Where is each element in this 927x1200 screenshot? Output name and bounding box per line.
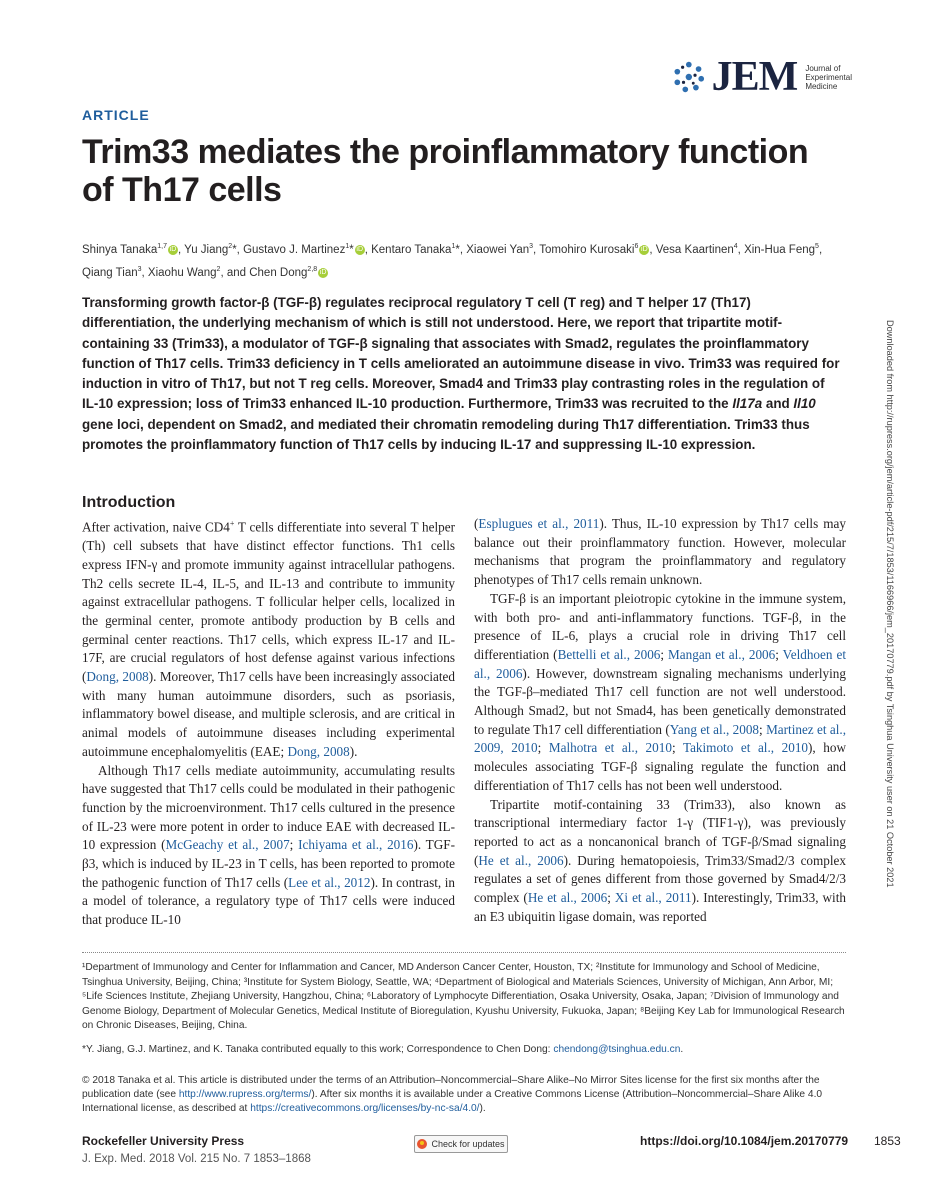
paragraph-text: ). However, downstream signaling mechanisms underlying the TGF-β–mediated Th17 cell function are not well understood. Although Smad2, but not Smad4, has been genetically demonstrated to regulate Th17 cell differentiation ( [474, 665, 846, 737]
author-separator: , [141, 266, 148, 279]
author-affiliation-marker: 3 [137, 265, 142, 273]
author-name: Xin-Hua Feng [744, 243, 816, 256]
author-list [82, 237, 842, 283]
publisher-name: Rockefeller University Press [82, 1134, 245, 1148]
paragraph [474, 796, 846, 927]
check-for-updates-label: Check for updates [431, 1139, 505, 1149]
logo-subtitle-line: Medicine [805, 81, 838, 91]
equal-contribution-mark: * [232, 243, 237, 256]
citation-link[interactable]: Dong, 2008 [287, 743, 350, 759]
paragraph-text: ). During hematopoiesis, Trim33/Smad2/3 complex regulates a set of genes different from those governed by Smad4/2/3 complex ( [474, 852, 846, 906]
equal-contribution-mark: * [455, 243, 460, 256]
section-heading-introduction: Introduction [82, 494, 176, 511]
paragraph [82, 515, 455, 762]
body-column-left [82, 515, 455, 930]
orcid-icon[interactable]: iD [356, 245, 364, 253]
author-name: Xiaohu Wang [147, 266, 217, 279]
author-affiliation-marker: 1 [345, 243, 350, 250]
paragraph-text: ( [474, 516, 479, 531]
author-name: Shinya Tanaka [82, 243, 158, 256]
crossmark-icon [417, 1139, 427, 1149]
separator: ; [289, 837, 299, 853]
author-separator: , [649, 243, 656, 256]
author-affiliation-marker: 4 [733, 243, 738, 250]
journal-logo [672, 54, 852, 100]
paragraph-text: Tripartite motif-containing 33 (Trim33), also known as transcriptional intermediary factor 1-γ (TIF1-γ), was previously reported to act as a noncanonical branch of TGF-β/Smad signaling ( [474, 796, 846, 868]
author-affiliation-marker: 2 [228, 243, 233, 250]
orcid-icon[interactable]: iD [169, 245, 177, 253]
separator: ; [671, 740, 683, 756]
terms-link[interactable]: http://www.rupress.org/terms/ [178, 1089, 312, 1100]
citation-link[interactable]: Esplugues et al., 2011 [478, 516, 600, 531]
affiliations: ¹Department of Immunology and Center for Inflammation and Cancer, MD Anderson Cancer Center, Houston, TX; ²Institute for Immunology and School of Medicine, Tsinghua University, Beijing, China; ³Institute for System Biology, Seattle, WA; ⁴Department of Biological and Materials Sciences, University of Michigan, Ann Arbor, MI; ⁵Life Sciences Institute, Zhejiang University, Hangzhou, China; ⁶Laboratory of Lymphocyte Differentiation, Osaka University, Osaka, Japan; ⁷Division of Immunology and Genome Biology, Department of Molecular Genetics, Medical Institute of Bioregulation, Kyushu University, Fukuoka, Japan; ⁸Beijing Key Lab for Immunological Research on Chronic Diseases, Beijing, China. [82, 962, 845, 1032]
page-number: 1853 [874, 1134, 901, 1148]
citation-link[interactable]: Takimoto et al., 2010 [682, 740, 809, 756]
download-watermark-text: Downloaded from http://rupress.org/jem/article-pdf/215/7/1853/1166966/jem_20170779.pdf by Tsinghua University user on 21 October 2021 [885, 320, 895, 888]
author-separator: , [459, 243, 467, 256]
paragraph-text: ). Interestingly, Trim33, with an E3 ubiquitin ligase domain, was reported [474, 890, 846, 924]
paragraph-text: ). Moreover, Th17 cells have been increasingly associated with many human autoimmune disorders, such as psoriasis, inflammatory bowel disease, and multiple sclerosis, and are critical in animal models of autoimmune diseases including experimental autoimmune encephalomyelitis (EAE; [82, 669, 455, 759]
citation-link[interactable]: Veldhoen et al., 2006 [474, 646, 846, 681]
paragraph-text: TGF-β is an important pleiotropic cytokine in the immune system, with both pro- and anti-inflammatory functions. TGF-β, in the presence of IL-6, plays a crucial role in driving Th17 cell differentiation ( [474, 590, 846, 662]
author-separator: , [818, 243, 823, 256]
paragraph-text: Although Th17 cells mediate autoimmunity, accumulating results have suggested that Th17 cells could be modulated in their pathogenic function by the microenvironment. Th17 cells cultured in the presence of IL-23 were more potent in order to induce EAE with decreased IL-10 expression ( [82, 762, 455, 853]
license-text: © 2018 Tanaka et al. This article is distributed under the terms of an Attribution–Noncommercial–Share Alike–No Mirror Sites license for the first six months after the publication date (see [82, 1075, 820, 1100]
author-affiliation-marker: 2,8 [307, 265, 318, 273]
equal-contribution-mark: * [349, 243, 354, 256]
separator: ; [759, 721, 767, 737]
article-title: Trim33 mediates the proinflammatory function of Th17 cells [82, 133, 809, 209]
license-note [82, 1074, 846, 1116]
author-name: Qiang Tian [82, 266, 138, 279]
logo-subtitle-line: Experimental [805, 72, 852, 82]
gene-name: Il17a [732, 396, 763, 412]
paragraph [474, 515, 846, 590]
paragraph-text: ). [349, 743, 358, 759]
citation-link[interactable]: He et al., 2006 [478, 852, 564, 868]
paragraph [474, 590, 846, 796]
superscript: + [229, 519, 235, 528]
citation-link[interactable]: Dong, 2008 [86, 669, 149, 685]
paragraph-text: After activation, naive CD4 [82, 519, 230, 535]
check-for-updates-button[interactable] [414, 1135, 508, 1153]
author-separator: , [364, 243, 372, 256]
citation-link[interactable]: Ichiyama et al., 2016 [298, 837, 414, 853]
jem-logo-mark-icon [672, 58, 706, 96]
abstract-text: gene loci, dependent on Smad2, and mediated their chromatin remodeling during Th17 differentiation. Trim33 thus promotes the proinflammatory function of Th17 cells by inducing IL-17 and suppressing IL-10 expression. [82, 416, 810, 453]
citation-link[interactable]: Martinez et al., 2009, 2010 [474, 721, 846, 756]
footnote-divider [82, 952, 846, 953]
author-name: Chen Dong [249, 266, 308, 279]
download-watermark [884, 320, 898, 910]
citation-link[interactable]: Lee et al., 2012 [288, 874, 371, 890]
author-name: Yu Jiang [184, 243, 229, 256]
author-separator: , [737, 243, 745, 256]
author-name: Vesa Kaartinen [655, 243, 734, 256]
author-affiliation-marker: 1,7 [157, 243, 167, 250]
abstract-text: and [762, 396, 794, 412]
contribution-note [82, 1043, 846, 1057]
contribution-text: *Y. Jiang, G.J. Martinez, and K. Tanaka contributed equally to this work; Correspondence to Chen Dong: [82, 1044, 554, 1055]
logo-wordmark: JEM [711, 54, 798, 100]
author-name: Tomohiro Kurosaki [539, 243, 635, 256]
logo-subtitle [805, 64, 852, 91]
author-separator: , [533, 243, 540, 256]
citation-link[interactable]: Malhotra et al., 2010 [548, 740, 672, 756]
separator: ; [775, 646, 783, 662]
citation-link[interactable]: He et al., 2006 [527, 890, 608, 906]
contribution-text: . [680, 1044, 684, 1055]
author-separator: , and [220, 266, 250, 279]
citation-link[interactable]: McGeachy et al., 2007 [165, 837, 290, 853]
paragraph-text: ). Thus, IL-10 expression by Th17 cells may balance out their proinflammatory function. However, molecular mechanisms that program the proinflammatory and regulatory phenotypes of Th17 cells remain unknown. [474, 516, 846, 588]
paragraph [82, 762, 455, 930]
logo-subtitle-line: Journal of [805, 63, 841, 73]
paragraph-text: T cells differentiate into several T helper (Th) cell subsets that have distinct effector functions. Th1 cells express IFN-γ and promote immunity against intracellular pathogens. Th2 cells secrete IL-4, IL-5, and IL-13 and contribute to immunity against extracellular pathogens. T follicular helper cells, localized in the germinal center, promote antibody production by B cells and germinal center reactions. Th17 cells, which express IL-17 and IL-17F, are crucial regulators of host defense against various infections ( [82, 519, 455, 685]
correspondence-email-link[interactable]: chendong@tsinghua.edu.cn [553, 1044, 681, 1055]
creative-commons-link[interactable]: https://creativecommons.org/licenses/by-nc-sa/4.0/ [250, 1103, 480, 1114]
journal-citation: J. Exp. Med. 2018 Vol. 215 No. 7 1853–1868 [82, 1153, 311, 1165]
author-separator: , [177, 243, 185, 256]
orcid-icon[interactable]: iD [641, 245, 648, 253]
article-type-label: ARTICLE [82, 107, 150, 123]
separator: ; [607, 890, 615, 906]
paragraph-text: ), how molecules associating TGF-β signaling regulate the function and differentiation of Th17 cells has not been well understood. [474, 740, 846, 793]
author-affiliation-marker: 5 [815, 243, 819, 250]
author-name: Gustavo J. Martinez [243, 243, 346, 256]
license-text: ). After six months it is available under a Creative Commons License (Attribution–Noncommercial–Share Alike 4.0 International license, as described at [82, 1089, 823, 1114]
author-affiliation-marker: 6 [634, 243, 639, 250]
citation-link[interactable]: Xi et al., 2011 [614, 890, 692, 906]
orcid-icon[interactable]: iD [319, 268, 327, 276]
citation-link[interactable]: Mangan et al., 2006 [668, 646, 776, 662]
body-column-right [474, 515, 846, 926]
author-affiliation-marker: 2 [216, 265, 221, 273]
author-affiliation-marker: 3 [529, 243, 534, 250]
citation-link[interactable]: Yang et al., 2008 [669, 721, 760, 737]
doi-link[interactable]: https://doi.org/10.1084/jem.20170779 [640, 1134, 849, 1148]
paragraph-text: ). TGF-β3, which is induced by IL-23 in T cells, has been reported to promote the pathogenic function of Th17 cells ( [82, 837, 455, 890]
author-affiliation-marker: 1 [451, 243, 456, 250]
author-name: Kentaro Tanaka [371, 243, 452, 256]
license-text: ). [479, 1103, 486, 1114]
citation-link[interactable]: Bettelli et al., 2006 [557, 646, 661, 662]
abstract [82, 293, 842, 455]
paragraph-text: ). In contrast, in a model of tolerance, a regulatory type of Th17 cells were induced that produce IL-10 [82, 874, 455, 928]
abstract-text: Transforming growth factor-β (TGF-β) regulates reciprocal regulatory T cell (T reg) and T helper 17 (Th17) differentiation, the underlying mechanism of which is still not understood. Here, we report that tripartite motif-containing 33 (Trim33), a modulator of TGF-β signaling that associates with Smad2, regulates the proinflammatory function of Th17 cells. Trim33 deficiency in T cells ameliorated an autoimmune disease in vivo. Trim33 was required for induction in vitro of Th17, but not T reg cells. Moreover, Smad4 and Trim33 play contrasting roles in the regulation of IL-10 expression; loss of Trim33 enhanced IL-10 production. Furthermore, Trim33 was recruited to the [82, 295, 840, 412]
gene-name: Il10 [793, 396, 816, 412]
author-name: Xiaowei Yan [466, 243, 530, 256]
separator: ; [660, 646, 669, 662]
separator: ; [537, 740, 549, 756]
author-separator: , [236, 243, 244, 256]
